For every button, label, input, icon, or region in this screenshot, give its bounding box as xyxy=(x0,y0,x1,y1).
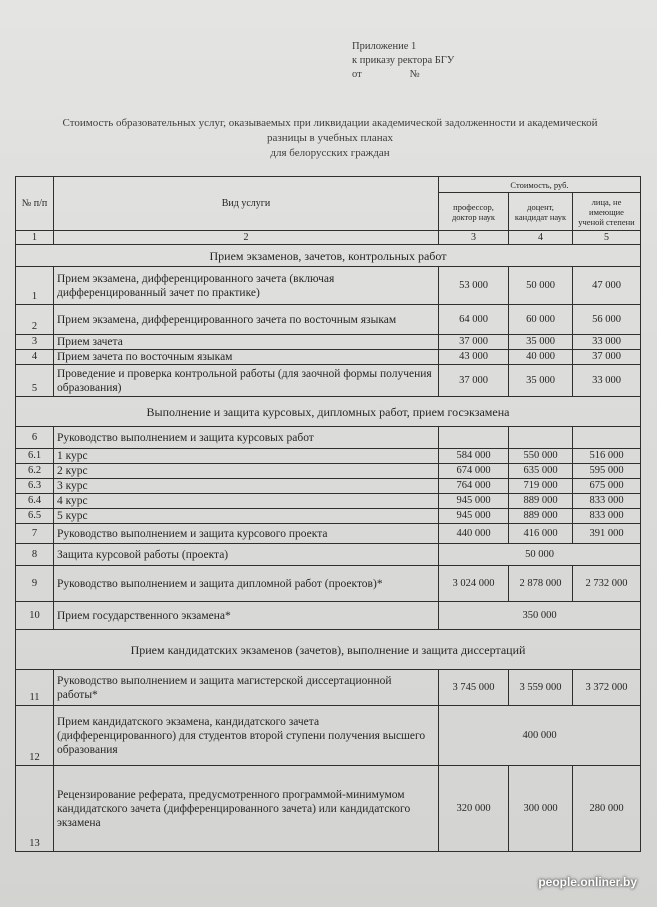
row-price-docent: 35 000 xyxy=(509,335,573,350)
table-row xyxy=(16,365,641,397)
table-row xyxy=(16,350,641,365)
row-price-no-degree: 595 000 xyxy=(573,464,641,479)
row-price-docent xyxy=(509,427,573,449)
row-service: Проведение и проверка контрольной работы (для заочной формы получения образования) xyxy=(54,365,439,397)
row-service: Прием зачета xyxy=(54,335,439,350)
row-number: 6.2 xyxy=(16,464,54,479)
row-number: 1 xyxy=(16,267,54,305)
row-number: 4 xyxy=(16,350,54,365)
row-price-docent: 416 000 xyxy=(509,524,573,544)
section-candidate: Прием кандидатских экзаменов (зачетов), выполнение и защита диссертаций xyxy=(16,630,641,670)
table-row xyxy=(16,509,641,524)
row-service: 1 курс xyxy=(54,449,439,464)
row-price-all: 400 000 xyxy=(439,706,641,766)
heading-line-3: для белорусских граждан xyxy=(270,147,390,159)
row-price-docent: 40 000 xyxy=(509,350,573,365)
row-price-professor: 764 000 xyxy=(439,479,509,494)
row-service: 2 курс xyxy=(54,464,439,479)
row-service: Прием экзамена, дифференцированного зачета по восточным языкам xyxy=(54,305,439,335)
row-number: 6.3 xyxy=(16,479,54,494)
appendix-from: от xyxy=(352,69,362,80)
row-price-professor: 3 024 000 xyxy=(439,566,509,602)
row-price-professor: 440 000 xyxy=(439,524,509,544)
row-price-no-degree: 833 000 xyxy=(573,509,641,524)
row-price-docent: 550 000 xyxy=(509,449,573,464)
row-price-no-degree: 33 000 xyxy=(573,365,641,397)
row-price-all: 50 000 xyxy=(439,544,641,566)
section-row xyxy=(16,630,641,670)
row-price-docent: 719 000 xyxy=(509,479,573,494)
table-row xyxy=(16,706,641,766)
appendix-number: № xyxy=(409,69,420,80)
row-number: 6.5 xyxy=(16,509,54,524)
row-price-docent: 60 000 xyxy=(509,305,573,335)
row-price-professor: 37 000 xyxy=(439,335,509,350)
row-price-docent: 889 000 xyxy=(509,509,573,524)
table-row xyxy=(16,566,641,602)
row-number: 13 xyxy=(16,766,54,852)
row-price-no-degree: 2 732 000 xyxy=(573,566,641,602)
table-row xyxy=(16,464,641,479)
row-number: 2 xyxy=(16,305,54,335)
row-number: 5 xyxy=(16,365,54,397)
price-table xyxy=(15,176,641,852)
table-row xyxy=(16,670,641,706)
section-exams: Прием экзаменов, зачетов, контрольных работ xyxy=(16,245,641,267)
heading-line-1: Стоимость образовательных услуг, оказываемых при ликвидации академической задолженности и академической xyxy=(62,117,598,129)
colnum-1: 1 xyxy=(16,231,54,245)
row-price-professor: 37 000 xyxy=(439,365,509,397)
row-price-professor: 53 000 xyxy=(439,267,509,305)
colnum-2: 2 xyxy=(54,231,439,245)
row-number: 6 xyxy=(16,427,54,449)
row-service: Защита курсовой работы (проекта) xyxy=(54,544,439,566)
header-cost: Стоимость, руб. xyxy=(439,177,641,193)
row-number: 7 xyxy=(16,524,54,544)
row-number: 8 xyxy=(16,544,54,566)
header-no: № п/п xyxy=(16,177,54,231)
table-row xyxy=(16,267,641,305)
colnum-3: 3 xyxy=(439,231,509,245)
row-service: Прием экзамена, дифференцированного зачета (включая дифференцированный зачет по практике) xyxy=(54,267,439,305)
document-heading xyxy=(10,116,650,161)
appendix-title: Приложение 1 xyxy=(352,41,417,52)
table-row xyxy=(16,766,641,852)
row-service: 3 курс xyxy=(54,479,439,494)
row-price-professor: 945 000 xyxy=(439,494,509,509)
colnum-5: 5 xyxy=(573,231,641,245)
row-price-no-degree: 675 000 xyxy=(573,479,641,494)
row-price-docent: 50 000 xyxy=(509,267,573,305)
row-price-no-degree: 833 000 xyxy=(573,494,641,509)
colnum-4: 4 xyxy=(509,231,573,245)
row-price-docent: 300 000 xyxy=(509,766,573,852)
row-price-docent: 2 878 000 xyxy=(509,566,573,602)
row-service: Прием кандидатского экзамена, кандидатского зачета (дифференцированного) для студентов второй ступени получения высшего образования xyxy=(54,706,439,766)
row-price-professor: 3 745 000 xyxy=(439,670,509,706)
row-price-docent: 635 000 xyxy=(509,464,573,479)
row-service: Руководство выполнением и защита магистерской диссертационной работы* xyxy=(54,670,439,706)
row-price-professor: 674 000 xyxy=(439,464,509,479)
row-number: 12 xyxy=(16,706,54,766)
row-price-no-degree: 56 000 xyxy=(573,305,641,335)
row-price-docent: 3 559 000 xyxy=(509,670,573,706)
row-price-no-degree: 47 000 xyxy=(573,267,641,305)
table-row xyxy=(16,427,641,449)
row-number: 3 xyxy=(16,335,54,350)
row-price-no-degree: 280 000 xyxy=(573,766,641,852)
table-row xyxy=(16,479,641,494)
section-row xyxy=(16,245,641,267)
table-row xyxy=(16,602,641,630)
table-row xyxy=(16,494,641,509)
row-number: 6.1 xyxy=(16,449,54,464)
row-price-no-degree: 516 000 xyxy=(573,449,641,464)
table-row xyxy=(16,305,641,335)
row-price-professor: 584 000 xyxy=(439,449,509,464)
table-row xyxy=(16,544,641,566)
row-price-professor: 945 000 xyxy=(439,509,509,524)
row-service: Рецензирование реферата, предусмотренного программой-минимумом кандидатского зачета (дифференцированного зачета) или кандидатского экзамена xyxy=(54,766,439,852)
row-service: Прием государственного экзамена* xyxy=(54,602,439,630)
row-service: 5 курс xyxy=(54,509,439,524)
row-price-docent: 889 000 xyxy=(509,494,573,509)
row-service: Прием зачета по восточным языкам xyxy=(54,350,439,365)
appendix-order: к приказу ректора БГУ xyxy=(352,55,455,66)
row-number: 10 xyxy=(16,602,54,630)
row-price-no-degree: 3 372 000 xyxy=(573,670,641,706)
row-service: Руководство выполнением и защита курсовых работ xyxy=(54,427,439,449)
header-row xyxy=(16,177,641,193)
table-row xyxy=(16,449,641,464)
appendix-date-line xyxy=(352,68,454,82)
table-row xyxy=(16,524,641,544)
row-service: Руководство выполнением и защита дипломной работ (проектов)* xyxy=(54,566,439,602)
row-price-no-degree: 33 000 xyxy=(573,335,641,350)
heading-line-2: разницы в учебных планах xyxy=(266,132,394,144)
row-price-no-degree: 37 000 xyxy=(573,350,641,365)
header-no-degree: лица, не имеющие ученой степени xyxy=(573,193,641,231)
header-professor: профессор, доктор наук xyxy=(439,193,509,231)
appendix-header xyxy=(352,40,454,82)
row-price-professor: 43 000 xyxy=(439,350,509,365)
row-price-no-degree: 391 000 xyxy=(573,524,641,544)
row-number: 9 xyxy=(16,566,54,602)
row-number: 6.4 xyxy=(16,494,54,509)
row-price-professor: 320 000 xyxy=(439,766,509,852)
table-row xyxy=(16,335,641,350)
row-service: 4 курс xyxy=(54,494,439,509)
column-numbers-row xyxy=(16,231,641,245)
site-watermark: people.onliner.by xyxy=(538,875,637,889)
section-row xyxy=(16,397,641,427)
row-price-docent: 35 000 xyxy=(509,365,573,397)
row-service: Руководство выполнением и защита курсового проекта xyxy=(54,524,439,544)
section-coursework: Выполнение и защита курсовых, дипломных работ, прием госэкзамена xyxy=(16,397,641,427)
row-price-professor xyxy=(439,427,509,449)
row-price-no-degree xyxy=(573,427,641,449)
row-number: 11 xyxy=(16,670,54,706)
header-docent: доцент, кандидат наук xyxy=(509,193,573,231)
row-price-professor: 64 000 xyxy=(439,305,509,335)
header-service: Вид услуги xyxy=(54,177,439,231)
row-price-all: 350 000 xyxy=(439,602,641,630)
